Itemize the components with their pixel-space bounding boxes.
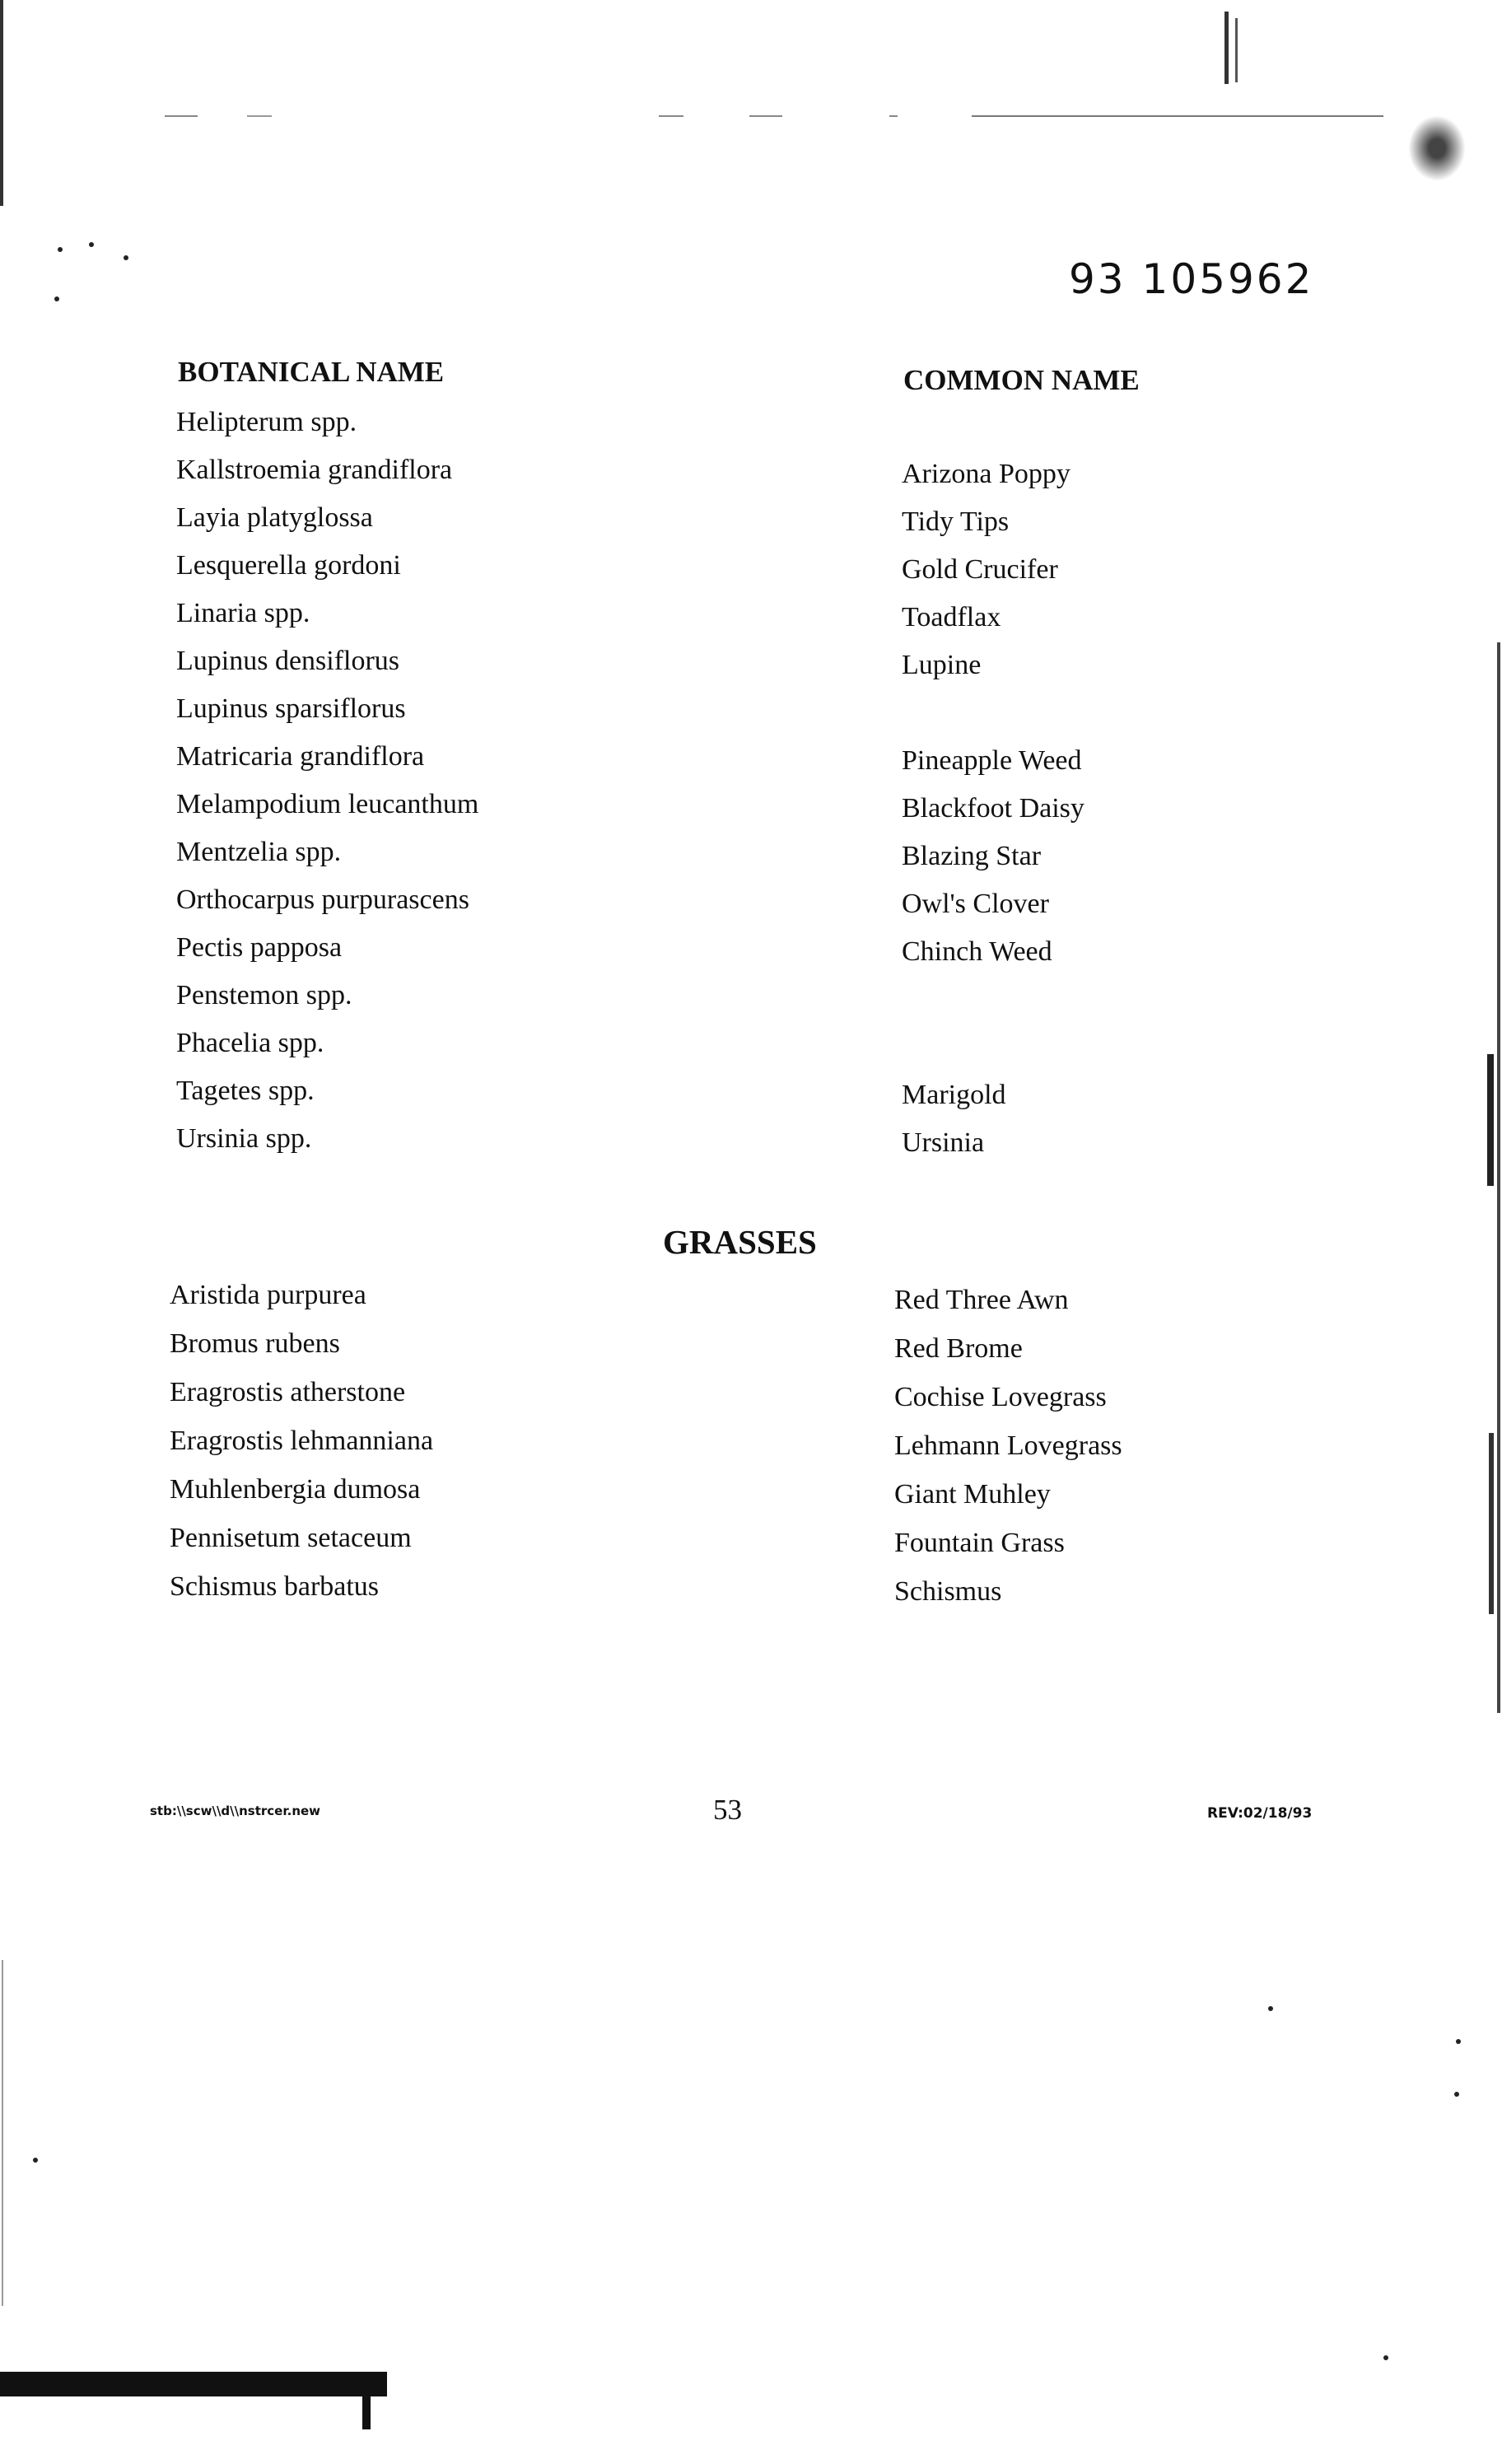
grass-botanical-name: Eragrostis atherstone: [170, 1377, 406, 1407]
botanical-name: Helipterum spp.: [176, 407, 357, 437]
grass-botanical-name: Pennisetum setaceum: [170, 1523, 412, 1553]
botanical-name: Mentzelia spp.: [176, 837, 342, 867]
grass-common-name: Schismus: [894, 1576, 1002, 1607]
common-name: Owl's Clover: [902, 889, 1049, 919]
common-name: [902, 1024, 1085, 1071]
botanical-name: Lupinus sparsiflorus: [176, 693, 406, 724]
botanical-name: Pectis papposa: [176, 932, 343, 963]
botanical-name: Matricaria grandiflora: [176, 741, 425, 772]
scan-speck: [89, 242, 94, 247]
common-name: Toadflax: [902, 602, 1001, 632]
scan-dash: [247, 115, 272, 117]
grass-common-name: Lehmann Lovegrass: [894, 1430, 1122, 1461]
common-name: Gold Crucifer: [902, 554, 1058, 585]
scan-speck: [33, 2158, 38, 2163]
scan-dash: [659, 115, 683, 117]
grass-common-name: Fountain Grass: [894, 1528, 1065, 1558]
botanical-name: Lesquerella gordoni: [176, 550, 401, 581]
common-name: Marigold: [902, 1080, 1006, 1110]
scan-edge-left: [0, 0, 3, 206]
botanical-name: Linaria spp.: [176, 598, 310, 628]
scan-speck: [54, 296, 59, 301]
botanical-name: Layia platyglossa: [176, 502, 373, 533]
common-name: Blackfoot Daisy: [902, 793, 1085, 824]
common-name: Arizona Poppy: [902, 459, 1071, 489]
scan-speck: [124, 255, 128, 260]
grass-botanical-name: Schismus barbatus: [170, 1571, 380, 1602]
grass-botanical-name: Bromus rubens: [170, 1328, 340, 1359]
botanical-name: Orthocarpus purpurascens: [176, 884, 469, 915]
botanical-name: Phacelia spp.: [176, 1028, 324, 1058]
common-name: [902, 689, 1085, 737]
botanical-name: Lupinus densiflorus: [176, 646, 400, 676]
grass-common-name: Cochise Lovegrass: [894, 1382, 1107, 1412]
botanical-name-header: BOTANICAL NAME: [178, 356, 445, 388]
scan-mark-top-2: [1235, 18, 1238, 82]
common-name: Chinch Weed: [902, 936, 1052, 967]
botanical-name: Penstemon spp.: [176, 980, 352, 1010]
scan-dash: [165, 115, 198, 117]
scan-speck: [1268, 2006, 1273, 2011]
common-name-list: [902, 450, 1085, 1167]
botanical-name: Melampodium leucanthum: [176, 789, 479, 819]
scan-bar-bottom: [0, 2372, 387, 2396]
grass-common-name: Red Three Awn: [894, 1285, 1069, 1315]
scan-speck: [1456, 2039, 1461, 2044]
common-name: Ursinia: [902, 1127, 985, 1158]
grasses-common-list: [894, 1276, 1122, 1616]
common-name: Pineapple Weed: [902, 745, 1082, 776]
scan-edge-right: [1497, 642, 1500, 1713]
scan-speck: [1383, 2355, 1388, 2360]
grass-botanical-name: Eragrostis lehmanniana: [170, 1426, 434, 1456]
scan-bar-bottom-tail: [362, 2372, 371, 2429]
grasses-section-title: GRASSES: [663, 1223, 817, 1261]
botanical-name: Tagetes spp.: [176, 1076, 315, 1106]
footer-file-path: stb:\\scw\\d\\nstrcer.new: [150, 1804, 321, 1818]
grasses-botanical-list: [170, 1271, 433, 1611]
page-number: 53: [713, 1794, 742, 1826]
scan-edge-left-lower: [2, 1960, 3, 2306]
scan-dash: [889, 115, 898, 117]
scan-dash: [749, 115, 782, 117]
scan-edge-right-mark: [1489, 1433, 1494, 1614]
common-name: Tidy Tips: [902, 506, 1010, 537]
revision-date: REV:02/18/93: [1207, 1805, 1313, 1822]
grass-common-name: Giant Muhley: [894, 1479, 1051, 1510]
grass-botanical-name: Aristida purpurea: [170, 1280, 366, 1310]
common-name-header: COMMON NAME: [903, 364, 1140, 396]
scan-speck: [1454, 2092, 1459, 2097]
common-name: Lupine: [902, 650, 982, 680]
scan-line-top: [972, 115, 1383, 117]
botanical-name: Ursinia spp.: [176, 1123, 312, 1154]
botanical-name: Kallstroemia grandiflora: [176, 455, 453, 485]
grass-common-name: Red Brome: [894, 1333, 1023, 1364]
scan-mark-top: [1224, 12, 1229, 84]
grass-botanical-name: Muhlenbergia dumosa: [170, 1474, 421, 1505]
scan-edge-right-mark: [1487, 1054, 1494, 1186]
scan-blot: [1408, 115, 1466, 181]
botanical-name-list: [176, 399, 478, 1163]
common-name: [902, 976, 1085, 1024]
scan-speck: [58, 247, 63, 252]
document-number: 93 105962: [1069, 255, 1314, 303]
common-name: Blazing Star: [902, 841, 1042, 871]
